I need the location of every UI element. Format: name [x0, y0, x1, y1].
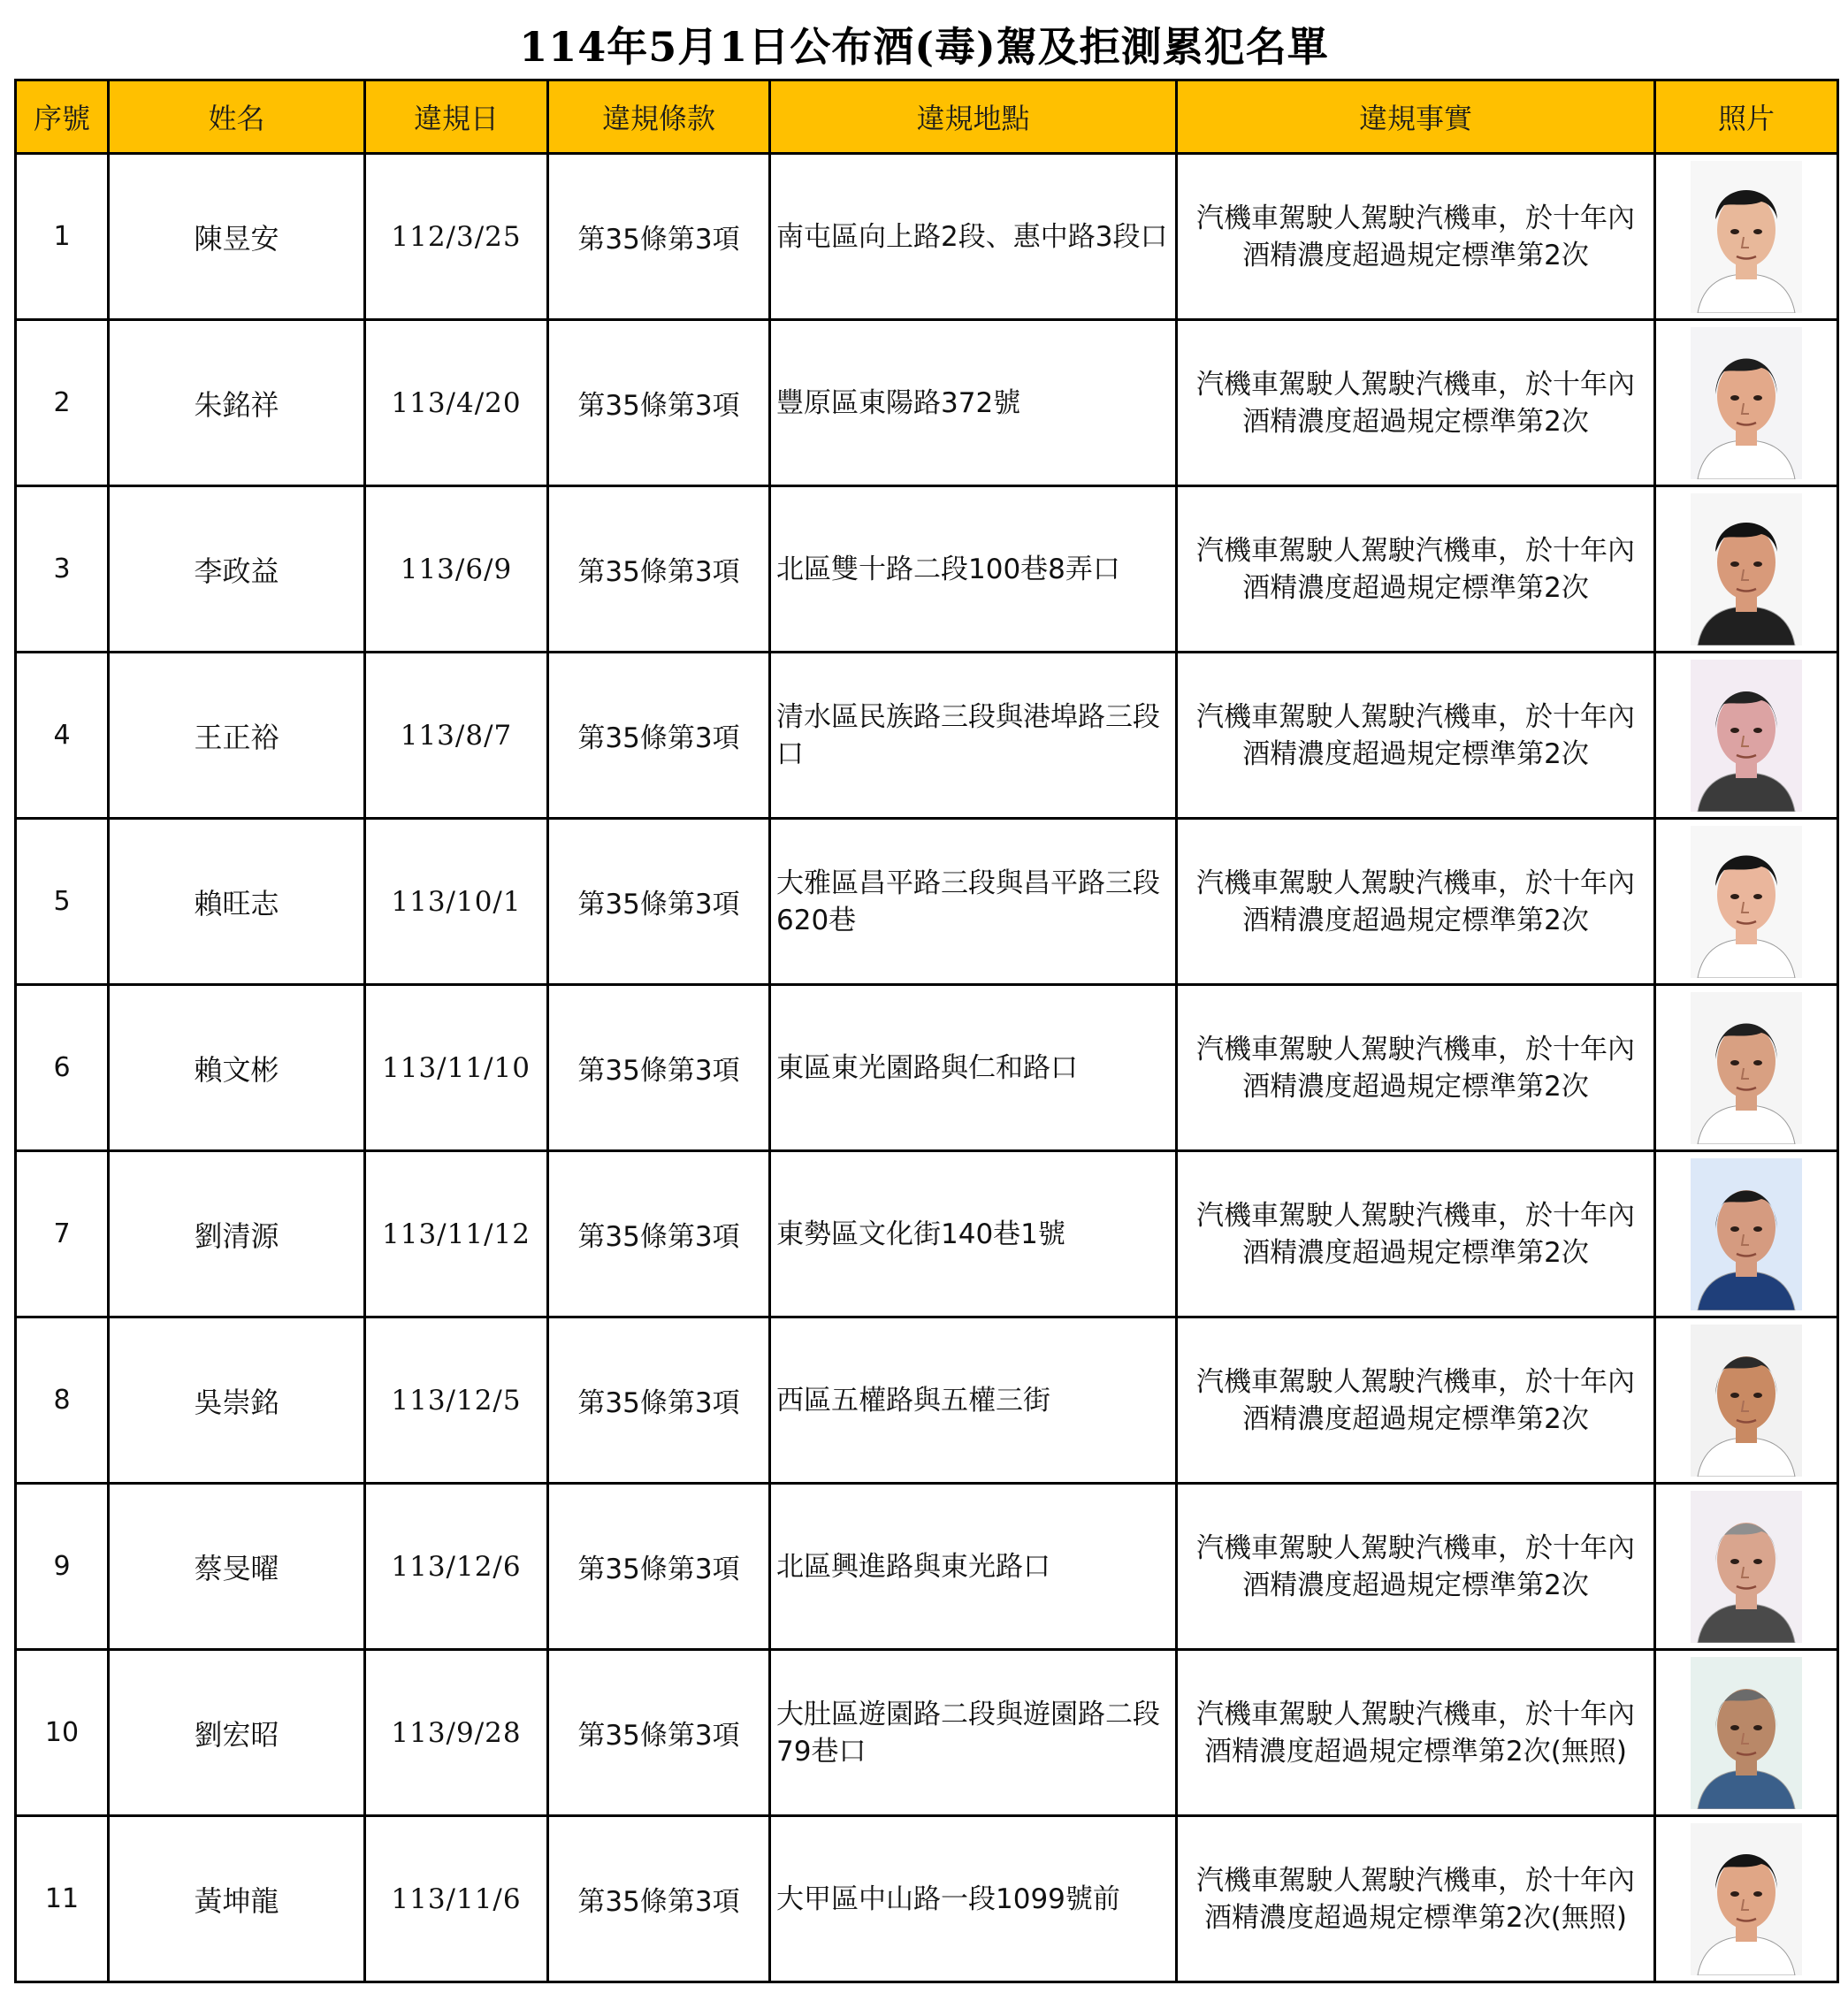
row-number: 9 [16, 1484, 109, 1650]
photo-cell [1655, 985, 1838, 1151]
violation-fact-line2: 酒精濃度超過規定標準第2次 [1242, 1402, 1589, 1435]
violation-fact [1177, 154, 1655, 320]
portrait-photo-icon [1691, 493, 1802, 645]
portrait-photo-icon [1691, 1491, 1802, 1643]
portrait-photo-icon [1691, 1657, 1802, 1809]
header-fact: 違規事實 [1177, 80, 1655, 154]
violation-clause: 第35條第3項 [548, 1816, 770, 1982]
violation-fact-line2: 酒精濃度超過規定標準第2次 [1242, 1569, 1589, 1601]
table-row [16, 1317, 1838, 1484]
violation-clause: 第35條第3項 [548, 486, 770, 653]
violation-clause: 第35條第3項 [548, 1151, 770, 1317]
violation-date: 112/3/25 [365, 154, 548, 320]
violation-fact-line1: 汽機車駕駛人駕駛汽機車，於十年內 [1196, 1864, 1635, 1897]
portrait-photo-icon [1691, 1158, 1802, 1310]
photo-cell [1655, 154, 1838, 320]
violation-fact [1177, 985, 1655, 1151]
violation-fact-line1: 汽機車駕駛人駕駛汽機車，於十年內 [1196, 1531, 1635, 1564]
violation-fact-line1: 汽機車駕駛人駕駛汽機車，於十年內 [1196, 1365, 1635, 1398]
violation-place: 南屯區向上路2段、惠中路3段口 [770, 154, 1177, 320]
row-number: 6 [16, 985, 109, 1151]
row-number: 7 [16, 1151, 109, 1317]
table-row [16, 486, 1838, 653]
offender-name: 朱銘祥 [109, 320, 365, 486]
row-number: 11 [16, 1816, 109, 1982]
violation-place: 北區雙十路二段100巷8弄口 [770, 486, 1177, 653]
violation-date: 113/11/6 [365, 1816, 548, 1982]
header-row [16, 80, 1838, 154]
photo-cell [1655, 486, 1838, 653]
table-row [16, 819, 1838, 985]
violation-clause: 第35條第3項 [548, 320, 770, 486]
portrait-photo-icon [1691, 660, 1802, 812]
photo-cell [1655, 1484, 1838, 1650]
table-row [16, 1650, 1838, 1816]
violation-place: 大甲區中山路一段1099號前 [770, 1816, 1177, 1982]
violation-clause: 第35條第3項 [548, 1650, 770, 1816]
offender-name: 蔡旻曜 [109, 1484, 365, 1650]
photo-cell [1655, 653, 1838, 819]
photo-cell [1655, 320, 1838, 486]
violation-date: 113/11/10 [365, 985, 548, 1151]
page-title: 114年5月1日公布酒(毒)駕及拒測累犯名單 [519, 23, 1329, 71]
row-number: 1 [16, 154, 109, 320]
violation-clause: 第35條第3項 [548, 1317, 770, 1484]
violation-date: 113/12/5 [365, 1317, 548, 1484]
violation-date: 113/10/1 [365, 819, 548, 985]
violation-fact [1177, 653, 1655, 819]
offender-name: 賴旺志 [109, 819, 365, 985]
photo-cell [1655, 1151, 1838, 1317]
portrait-photo-icon [1691, 826, 1802, 978]
violation-date: 113/8/7 [365, 653, 548, 819]
header-clause: 違規條款 [548, 80, 770, 154]
table-row [16, 985, 1838, 1151]
portrait-photo-icon [1691, 992, 1802, 1144]
offender-name: 賴文彬 [109, 985, 365, 1151]
table-row [16, 653, 1838, 819]
photo-cell [1655, 819, 1838, 985]
violation-fact-line2: 酒精濃度超過規定標準第2次 [1242, 904, 1589, 936]
violation-clause: 第35條第3項 [548, 154, 770, 320]
offender-table [14, 79, 1839, 1983]
portrait-photo-icon [1691, 1823, 1802, 1975]
header-name: 姓名 [109, 80, 365, 154]
violation-date: 113/4/20 [365, 320, 548, 486]
header-date: 違規日 [365, 80, 548, 154]
violation-fact-line1: 汽機車駕駛人駕駛汽機車，於十年內 [1196, 202, 1635, 234]
offender-name: 陳昱安 [109, 154, 365, 320]
offender-name: 李政益 [109, 486, 365, 653]
row-number: 2 [16, 320, 109, 486]
portrait-photo-icon [1691, 161, 1802, 313]
violation-clause: 第35條第3項 [548, 653, 770, 819]
violation-place: 東區東光園路與仁和路口 [770, 985, 1177, 1151]
portrait-photo-icon [1691, 327, 1802, 479]
violation-fact [1177, 320, 1655, 486]
offender-name: 劉清源 [109, 1151, 365, 1317]
violation-fact-line1: 汽機車駕駛人駕駛汽機車，於十年內 [1196, 1033, 1635, 1065]
violation-fact-line2: 酒精濃度超過規定標準第2次 [1242, 1236, 1589, 1269]
violation-place: 北區興進路與東光路口 [770, 1484, 1177, 1650]
violation-clause: 第35條第3項 [548, 1484, 770, 1650]
violation-fact-line1: 汽機車駕駛人駕駛汽機車，於十年內 [1196, 368, 1635, 401]
violation-date: 113/12/6 [365, 1484, 548, 1650]
violation-date: 113/11/12 [365, 1151, 548, 1317]
table-row [16, 1151, 1838, 1317]
violation-fact [1177, 1151, 1655, 1317]
violation-place: 大肚區遊園路二段與遊園路二段79巷口 [770, 1650, 1177, 1816]
violation-fact-line2: 酒精濃度超過規定標準第2次 [1242, 1070, 1589, 1103]
portrait-photo-icon [1691, 1325, 1802, 1477]
violation-fact [1177, 1484, 1655, 1650]
violation-place: 西區五權路與五權三街 [770, 1317, 1177, 1484]
violation-fact-line1: 汽機車駕駛人駕駛汽機車，於十年內 [1196, 1698, 1635, 1730]
violation-fact-line2: 酒精濃度超過規定標準第2次(無照) [1204, 1735, 1627, 1768]
violation-fact-line2: 酒精濃度超過規定標準第2次(無照) [1204, 1901, 1627, 1934]
violation-fact [1177, 1816, 1655, 1982]
violation-fact [1177, 1650, 1655, 1816]
violation-date: 113/9/28 [365, 1650, 548, 1816]
violation-clause: 第35條第3項 [548, 985, 770, 1151]
table-row [16, 1816, 1838, 1982]
violation-fact [1177, 486, 1655, 653]
offender-name: 黃坤龍 [109, 1816, 365, 1982]
violation-place: 大雅區昌平路三段與昌平路三段620巷 [770, 819, 1177, 985]
table-row [16, 154, 1838, 320]
violation-place: 清水區民族路三段與港埠路三段口 [770, 653, 1177, 819]
violation-place: 東勢區文化街140巷1號 [770, 1151, 1177, 1317]
violation-fact-line1: 汽機車駕駛人駕駛汽機車，於十年內 [1196, 534, 1635, 567]
violation-fact-line1: 汽機車駕駛人駕駛汽機車，於十年內 [1196, 867, 1635, 899]
photo-cell [1655, 1650, 1838, 1816]
row-number: 3 [16, 486, 109, 653]
row-number: 5 [16, 819, 109, 985]
violation-clause: 第35條第3項 [548, 819, 770, 985]
row-number: 10 [16, 1650, 109, 1816]
header-place: 違規地點 [770, 80, 1177, 154]
violation-date: 113/6/9 [365, 486, 548, 653]
violation-fact [1177, 1317, 1655, 1484]
violation-fact-line1: 汽機車駕駛人駕駛汽機車，於十年內 [1196, 1199, 1635, 1232]
violation-fact-line2: 酒精濃度超過規定標準第2次 [1242, 405, 1589, 438]
violation-fact-line2: 酒精濃度超過規定標準第2次 [1242, 571, 1589, 604]
table-row [16, 1484, 1838, 1650]
offender-name: 王正裕 [109, 653, 365, 819]
row-number: 8 [16, 1317, 109, 1484]
photo-cell [1655, 1317, 1838, 1484]
violation-fact-line2: 酒精濃度超過規定標準第2次 [1242, 737, 1589, 770]
violation-fact [1177, 819, 1655, 985]
offender-name: 劉宏昭 [109, 1650, 365, 1816]
photo-cell [1655, 1816, 1838, 1982]
header-photo: 照片 [1655, 80, 1838, 154]
violation-fact-line2: 酒精濃度超過規定標準第2次 [1242, 239, 1589, 271]
violation-place: 豐原區東陽路372號 [770, 320, 1177, 486]
violation-fact-line1: 汽機車駕駛人駕駛汽機車，於十年內 [1196, 700, 1635, 733]
header-no: 序號 [16, 80, 109, 154]
offender-name: 吳崇銘 [109, 1317, 365, 1484]
table-row [16, 320, 1838, 486]
row-number: 4 [16, 653, 109, 819]
